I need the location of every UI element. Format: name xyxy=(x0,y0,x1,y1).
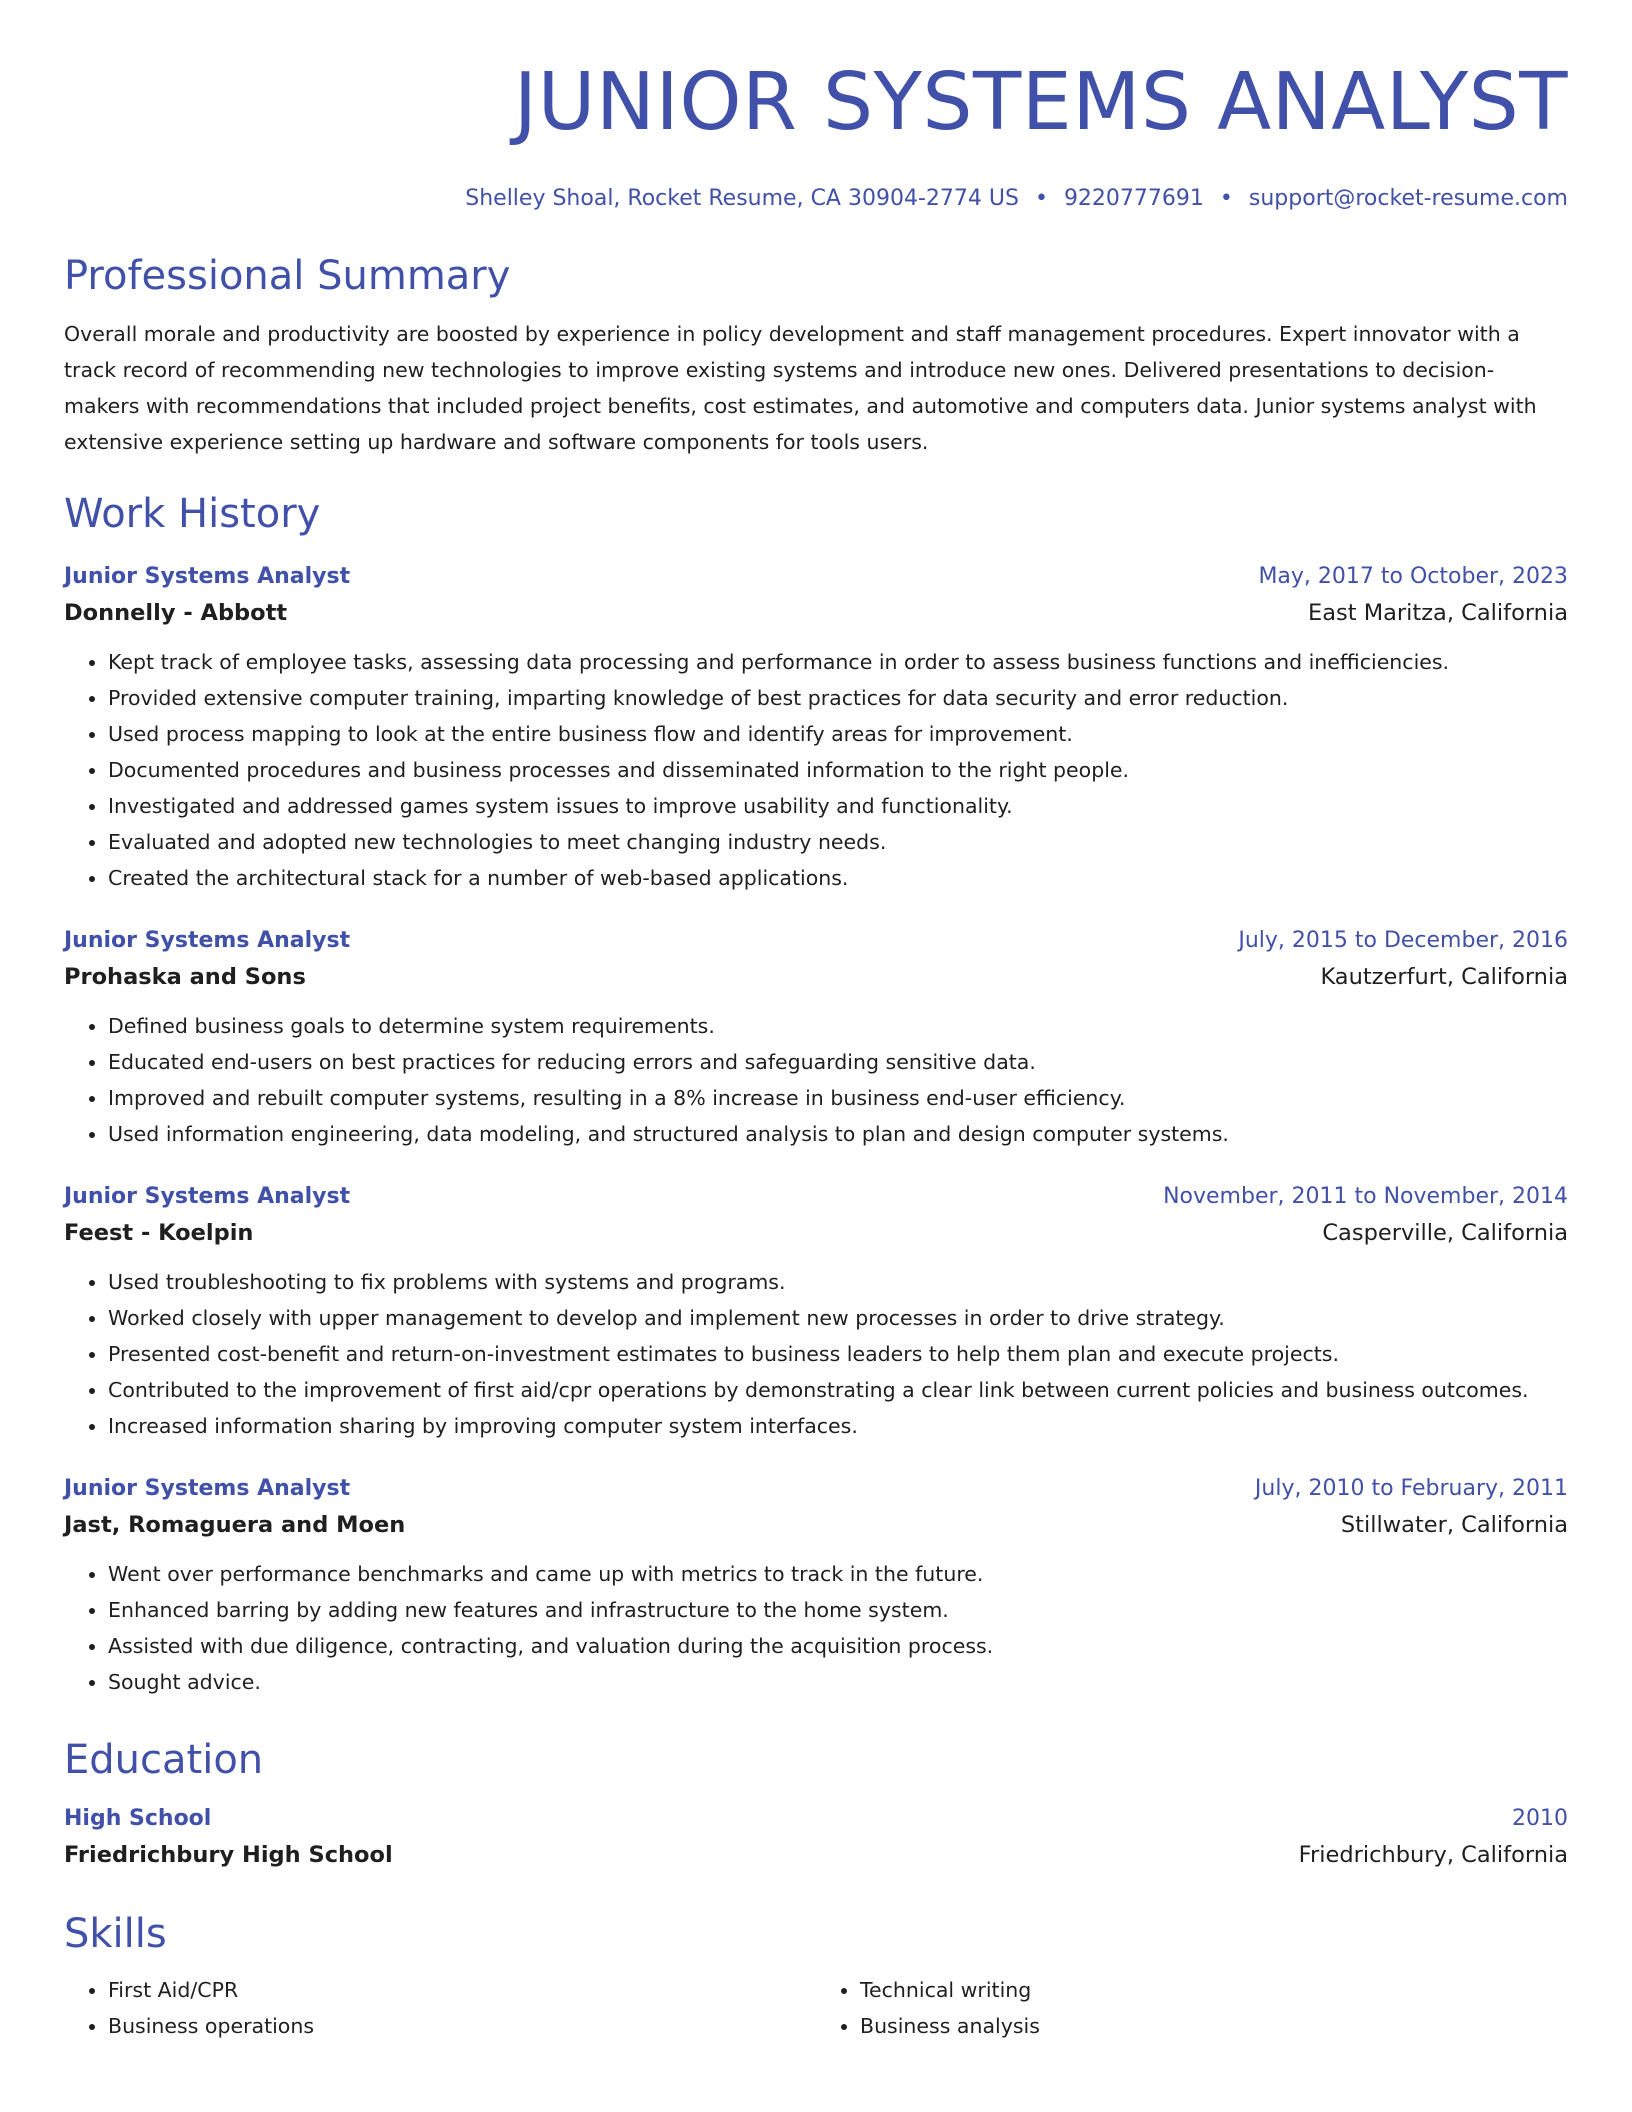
job-entry xyxy=(64,560,1568,896)
job-bullet: • Improved and rebuilt computer systems, resulting in a 8% increase in business end-user efficiency. xyxy=(108,1080,1568,1116)
skills-column-right xyxy=(816,1972,1568,2044)
job-bullet: • Investigated and addressed games system issues to improve usability and functionality. xyxy=(108,788,1568,824)
education-year: 2010 xyxy=(1512,1806,1568,1831)
education-degree: High School xyxy=(64,1806,212,1831)
job-role: Junior Systems Analyst xyxy=(64,1476,351,1501)
job-role: Junior Systems Analyst xyxy=(64,1184,351,1209)
job-entry xyxy=(64,1472,1568,1700)
job-entry xyxy=(64,1180,1568,1444)
job-bullet: • Increased information sharing by improving computer system interfaces. xyxy=(108,1408,1568,1444)
job-dates: May, 2017 to October, 2023 xyxy=(1258,564,1568,589)
job-bullets xyxy=(64,644,1568,896)
contact-email[interactable]: support@rocket-resume.com xyxy=(1248,186,1568,211)
job-location: Casperville, California xyxy=(1322,1220,1568,1246)
skill-item: • Business analysis xyxy=(860,2008,1568,2044)
education-entry xyxy=(64,1802,1568,1874)
summary-text: Overall morale and productivity are boosted by experience in policy development and staff management procedures. Expert innovator with a track record of recommending new technologies to improve existing systems and introduce new ones. Delivered presentations to decision-makers with recommendations that included project benefits, cost estimates, and automotive and computers data. Junior systems analyst with extensive experience setting up hardware and software components for tools users. xyxy=(64,322,1537,454)
job-bullet: • Educated end-users on best practices for reducing errors and safeguarding sensitive data. xyxy=(108,1044,1568,1080)
job-company: Feest - Koelpin xyxy=(64,1220,254,1246)
job-bullet: • Assisted with due diligence, contracting, and valuation during the acquisition process. xyxy=(108,1628,1568,1664)
education-location: Friedrichbury, California xyxy=(1298,1842,1568,1868)
job-bullet: • Documented procedures and business processes and disseminated information to the right people. xyxy=(108,752,1568,788)
skills-heading: Skills xyxy=(64,1911,167,1957)
job-bullet: • Used troubleshooting to fix problems with systems and programs. xyxy=(108,1264,1568,1300)
job-bullets xyxy=(64,1008,1568,1152)
education-heading: Education xyxy=(64,1737,264,1783)
job-company: Donnelly - Abbott xyxy=(64,600,288,626)
skill-item: • Technical writing xyxy=(860,1972,1568,2008)
job-dates: November, 2011 to November, 2014 xyxy=(1163,1184,1568,1209)
contact-separator: • xyxy=(1219,186,1233,211)
work-history-heading: Work History xyxy=(64,491,321,537)
job-role: Junior Systems Analyst xyxy=(64,928,351,953)
job-bullet: • Used process mapping to look at the entire business flow and identify areas for improvement. xyxy=(108,716,1568,752)
contact-phone: 9220777691 xyxy=(1063,186,1204,211)
job-bullet: • Defined business goals to determine system requirements. xyxy=(108,1008,1568,1044)
job-location: East Maritza, California xyxy=(1308,600,1568,626)
skills-column-left xyxy=(64,1972,816,2044)
job-bullet: • Presented cost-benefit and return-on-investment estimates to business leaders to help them plan and execute projects. xyxy=(108,1336,1568,1372)
job-location: Stillwater, California xyxy=(1340,1512,1568,1538)
job-bullet: • Provided extensive computer training, imparting knowledge of best practices for data security and error reduction. xyxy=(108,680,1568,716)
job-dates: July, 2015 to December, 2016 xyxy=(1238,928,1568,953)
job-bullets xyxy=(64,1556,1568,1700)
job-bullet: • Enhanced barring by adding new features and infrastructure to the home system. xyxy=(108,1592,1568,1628)
contact-line xyxy=(64,182,1568,216)
job-entry xyxy=(64,924,1568,1152)
job-company: Prohaska and Sons xyxy=(64,964,306,990)
job-dates: July, 2010 to February, 2011 xyxy=(1254,1476,1568,1501)
skill-item: • First Aid/CPR xyxy=(108,1972,816,2008)
contact-separator: • xyxy=(1034,186,1048,211)
job-bullet: • Evaluated and adopted new technologies to meet changing industry needs. xyxy=(108,824,1568,860)
resume-header xyxy=(64,0,1568,216)
job-bullet: • Kept track of employee tasks, assessing data processing and performance in order to assess business functions and inefficiencies. xyxy=(108,644,1568,680)
job-bullet: • Created the architectural stack for a number of web-based applications. xyxy=(108,860,1568,896)
job-bullets xyxy=(64,1264,1568,1444)
skills-list xyxy=(64,1972,1568,2044)
job-company: Jast, Romaguera and Moen xyxy=(64,1512,406,1538)
job-bullet: • Sought advice. xyxy=(108,1664,1568,1700)
job-bullet: • Worked closely with upper management to develop and implement new processes in order to drive strategy. xyxy=(108,1300,1568,1336)
job-bullet: • Used information engineering, data modeling, and structured analysis to plan and design computer systems. xyxy=(108,1116,1568,1152)
education-school: Friedrichbury High School xyxy=(64,1842,393,1868)
job-role: Junior Systems Analyst xyxy=(64,564,351,589)
summary-heading: Professional Summary xyxy=(64,253,511,299)
contact-address: Shelley Shoal, Rocket Resume, CA 30904-2774 US xyxy=(465,186,1019,211)
job-location: Kautzerfurt, California xyxy=(1320,964,1568,990)
skill-item: • Business operations xyxy=(108,2008,816,2044)
job-bullet: • Went over performance benchmarks and came up with metrics to track in the future. xyxy=(108,1556,1568,1592)
resume-title: JUNIOR SYSTEMS ANALYST xyxy=(513,56,1568,148)
job-bullet: • Contributed to the improvement of first aid/cpr operations by demonstrating a clear link between current policies and business outcomes. xyxy=(108,1372,1568,1408)
